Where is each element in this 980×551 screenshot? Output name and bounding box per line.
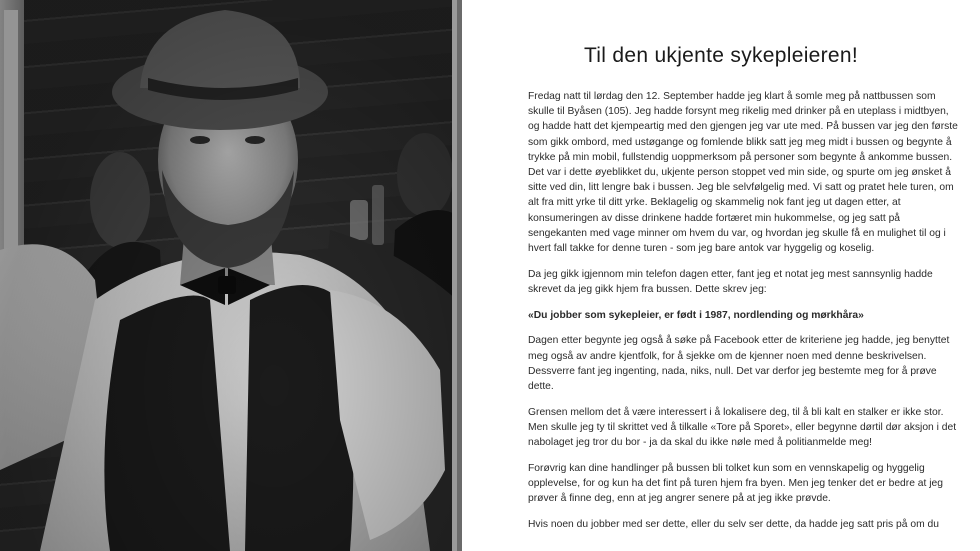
quoted-note: «Du jobber som sykepleier, er født i 1987, nordlending og mørkhåra»: [528, 309, 864, 321]
paragraph: Grensen mellom det å være interessert i å lokalisere deg, til å bli kalt en stalker er ikke stor. Men skulle jeg ty til skrittet ved å tilkalle «Tore på Sporet», eller begynne dørtil dør aksjon i det nabolaget jeg tror du bor - ja da skal du ikke nøle med å politianmelde meg!: [528, 406, 957, 449]
paragraph: Da jeg gikk igjennom min telefon dagen etter, fant jeg et notat jeg mest sannsynlig hadde skrevet da jeg gikk hjem fra bussen. Dette skrev jeg:: [528, 268, 933, 295]
document-body: [528, 89, 960, 543]
document-title: Til den ukjente sykepleieren!: [583, 44, 859, 67]
paragraph: Hvis noen du jobber med ser dette, eller du selv ser dette, da hadde jeg satt pris på om du: [528, 518, 939, 530]
paragraph: Dagen etter begynte jeg også å søke på Facebook etter de kriteriene jeg hadde, jeg benyttet meg også av andre kjentfolk, for å sjekke om de kjenner noen med denne beskrivelsen. Dessverre fant jeg ingenting, nada, niks, null. Det var derfor jeg bestemte meg for å prøve dette.: [528, 335, 950, 392]
document-page: [462, 0, 980, 551]
panel-divider: [452, 0, 457, 551]
portrait-photo: [0, 0, 457, 551]
paragraph: Forøvrig kan dine handlinger på bussen bli tolket kun som en vennskapelig og hyggelig opplevelse, for og kun ha det fint på turen hjem fra byen. Men jeg tenker det er bedre at jeg prøver å finne deg, enn at jeg angrer senere på at jeg ikke prøvde.: [528, 462, 943, 505]
paragraph: Fredag natt til lørdag den 12. September hadde jeg klart å somle meg på nattbussen som skulle til Byåsen (105). Jeg hadde forsynt meg rikelig med drinker på en uteplass i midtbyen, og hadde hatt det kjempeartig med den gjengen jeg var ute med. På bussen var jeg den første som gikk ombord, med ustøgange og fomlende blikk satt jeg meg midt i bussen og begynte å trykke på min mobil, fullstendig uoppmerksom på personer som begynte å ankomme bussen. Det var i dette øyeblikket du, ukjente person stoppet ved min side, og spurte om jeg ønsket å sitte ved din, litt lengre bak i bussen. Jeg ble selvfølgelig med. Vi satt og pratet hele turen, om alt fra mitt yrke til ditt yrke. Beklagelig og skammelig nok fant jeg ut dagen etter, at konsumeringen av disse drinkene hadde fortæret min hukommelse, og jeg satt på sengekanten med vage minner om hvem du var, og hvordan jeg skulle få en mulighet til og i hvert fall takke for denne turen - som jeg bare antok var hyggelig og koselig.: [528, 91, 958, 255]
